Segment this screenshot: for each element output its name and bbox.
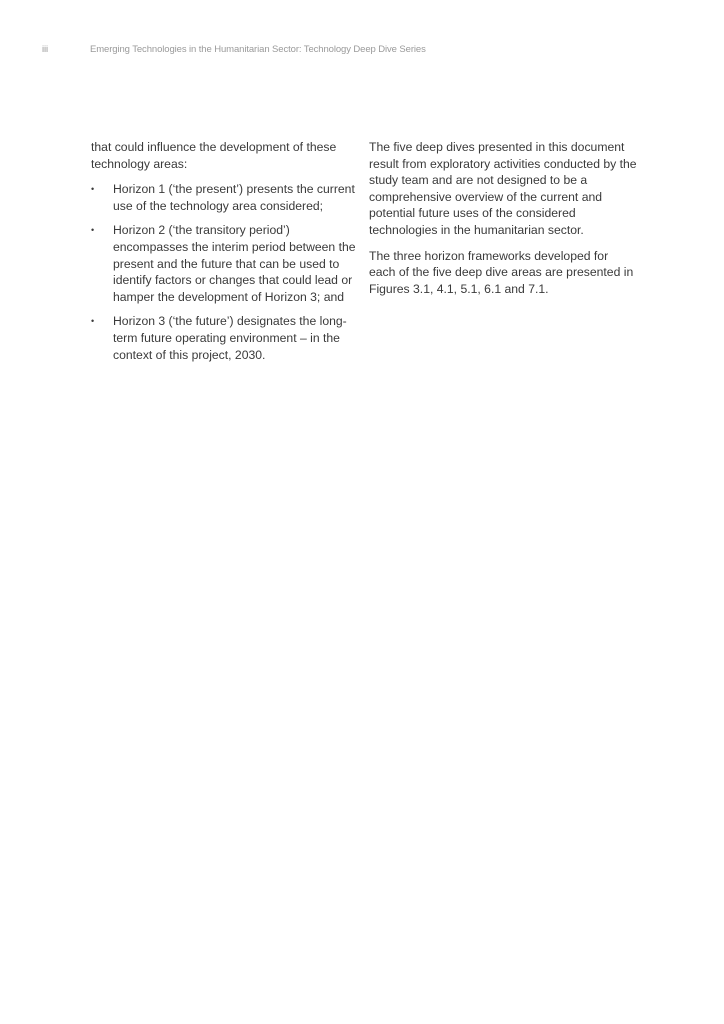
left-column — [91, 139, 359, 371]
list-item-horizon-3 — [91, 313, 359, 363]
intro-paragraph: that could influence the development of these technology areas: — [91, 140, 337, 171]
page-header — [0, 44, 724, 58]
list-item-text: Horizon 3 (‘the future’) designates the long-term future operating environment – in the context of this project, 2030. — [113, 314, 347, 362]
bullet-icon: • — [91, 184, 95, 195]
list-item-text: Horizon 1 (‘the present’) presents the current use of the technology area considered; — [113, 182, 355, 213]
list-item-horizon-1 — [91, 181, 359, 214]
bullet-icon: • — [91, 225, 95, 236]
right-column — [369, 139, 637, 306]
body-paragraph-2: The three horizon frameworks developed for each of the five deep dive areas are presented in Figures 3.1, 4.1, 5.1, 6.1 and 7.1. — [369, 248, 634, 296]
horizon-list — [91, 181, 359, 363]
list-item-horizon-2 — [91, 222, 359, 305]
body-paragraph-1: The five deep dives presented in this document result from exploratory activities conducted by the study team and are not designed to be a comprehensive overview of the current and potential future uses of the considered technologies in the humanitarian sector. — [369, 140, 637, 237]
running-title: Emerging Technologies in the Humanitarian Sector: Technology Deep Dive Series — [90, 44, 426, 55]
page-number: iii — [42, 44, 49, 55]
bullet-icon: • — [91, 316, 95, 327]
list-item-text: Horizon 2 (‘the transitory period’) encompasses the interim period between the present and the future that can be used to identify factors or changes that could lead or hamper the development of Horizon 3; and — [113, 223, 356, 304]
